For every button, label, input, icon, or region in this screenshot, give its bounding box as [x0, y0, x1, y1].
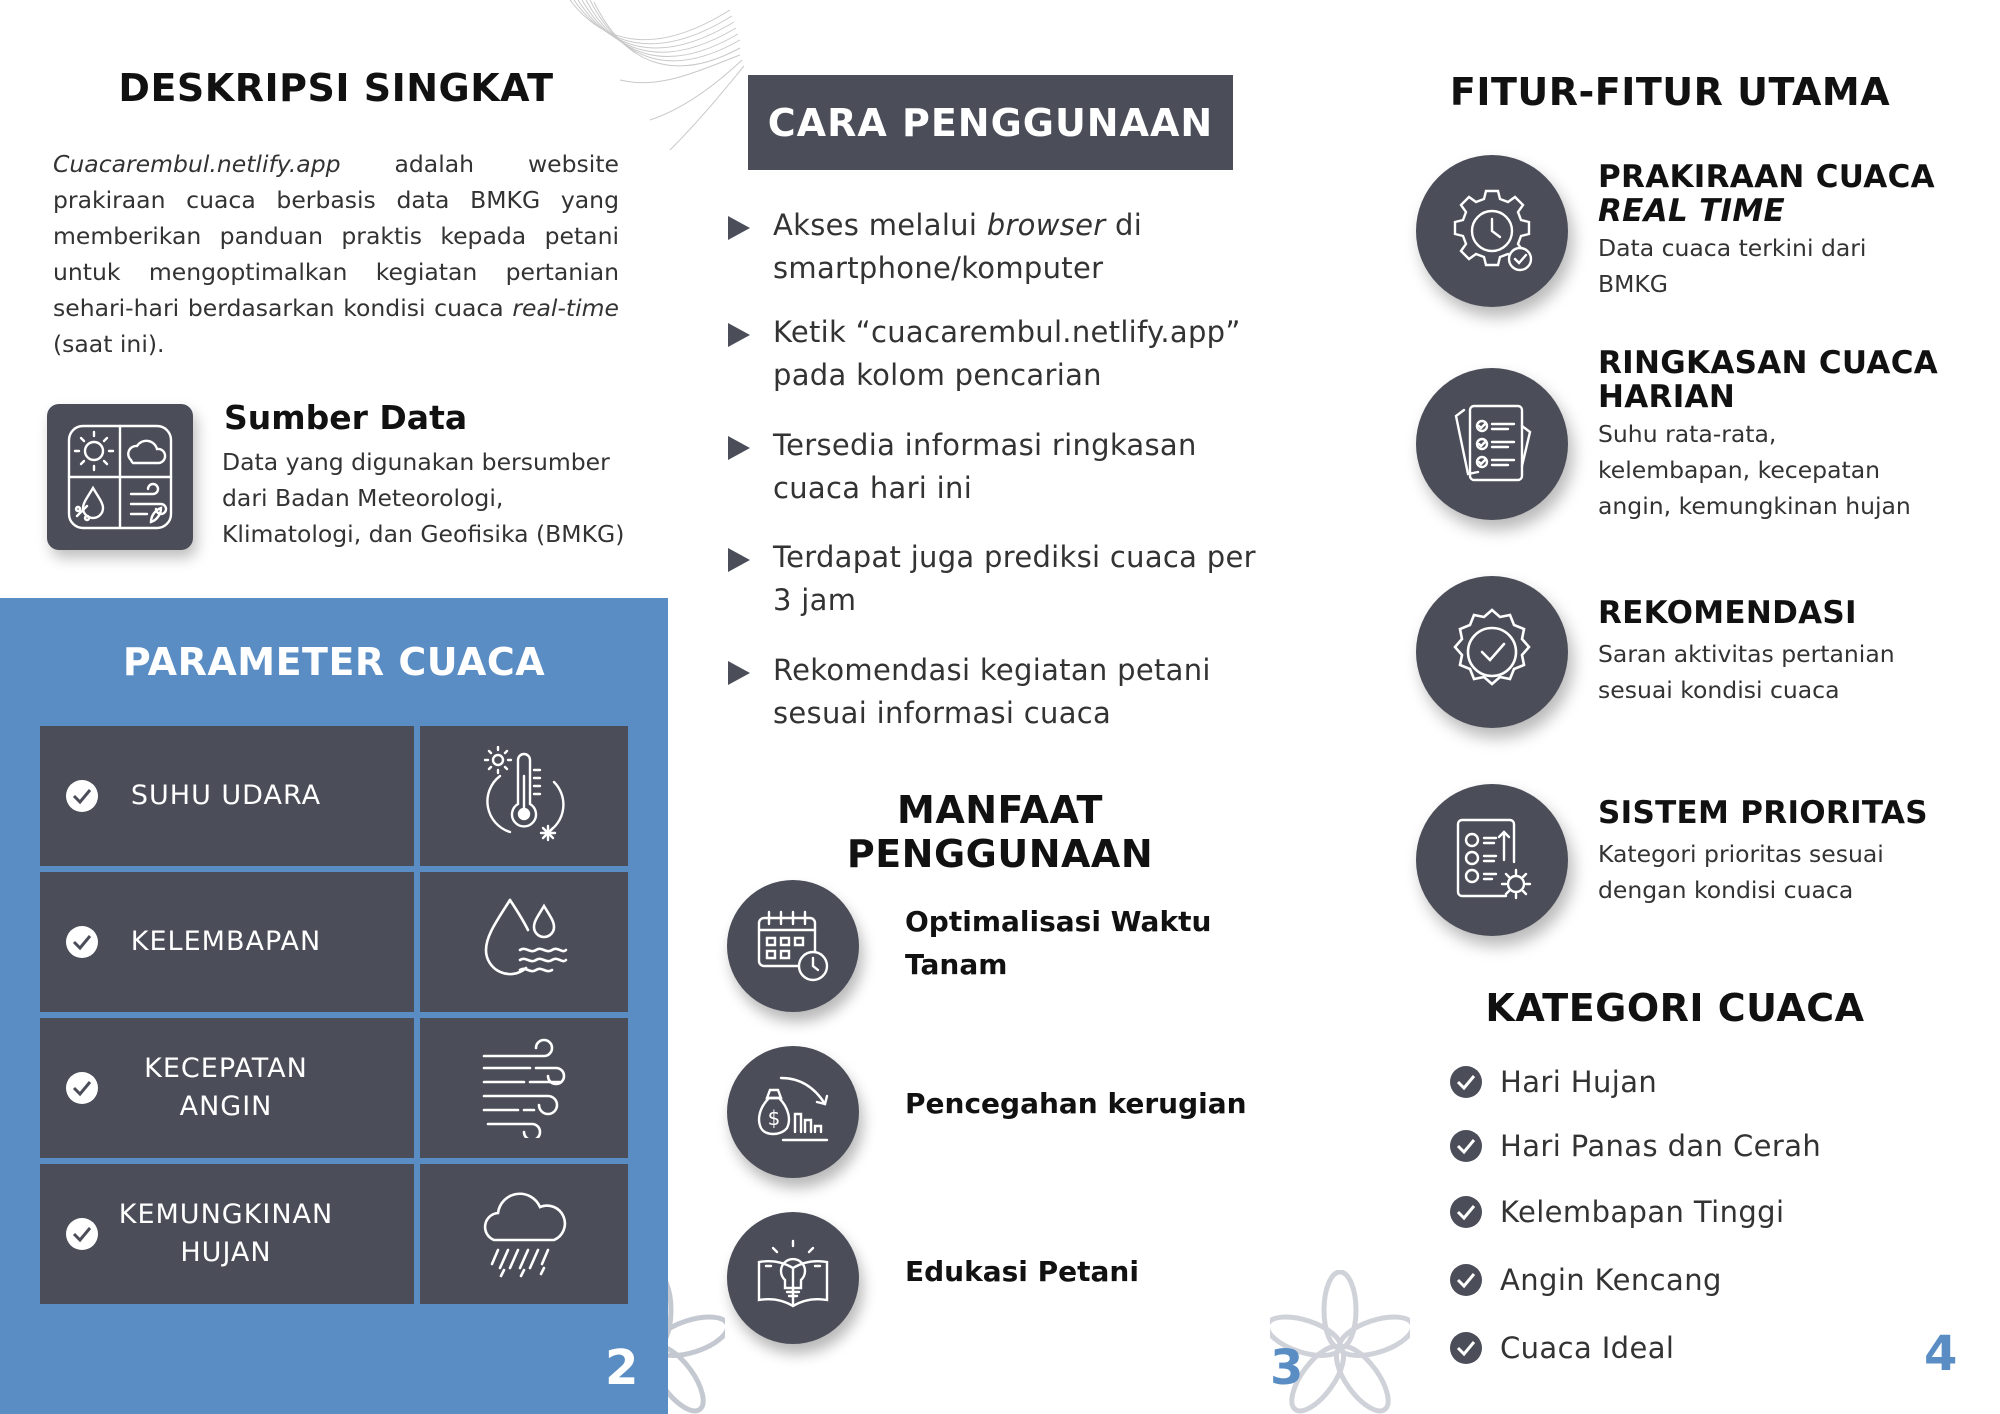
parameter-label: KEMUNGKINAN HUJAN — [118, 1199, 334, 1268]
money-loss-icon — [727, 1046, 859, 1178]
parameter-row — [40, 726, 628, 866]
weather-grid-icon — [47, 404, 193, 550]
page-number: 2 — [605, 1340, 639, 1396]
check-icon — [1450, 1196, 1482, 1228]
site-name: Cuacarembul.netlify.app — [53, 150, 341, 178]
checklist-icon — [1416, 368, 1568, 520]
feature-title: REKOMENDASI — [1598, 595, 1857, 631]
brochure-page: DESKRIPSI SINGKAT Cuacarembul.netlify.app adalah website prakiraan cuaca berbasis data BMKG yang memberikan panduan praktis kepada petani untuk mengoptimalkan kegiatan pertanian sehari-hari berdasarkan kondisi cuaca real-time (saat ini). Sumber Data Data yang digunakan bersumber dari Badan Meteorologi, Klimatologi, dan Geofisika (BMKG) PARAMETER CUACA SUHU UDARA KELEMBAPAN KECEPATAN ANGIN KEMUNGKINAN HUJAN 2 CARA PENGGUNAAN Akses melalui browser di smartphone/komputer Ketik “cuacarembul.netlify.app” pada kolom pencarian Tersedia informasi ringkasan cuaca hari ini Terdapat juga prediksi cuaca per 3 jam Rekomendasi kegiatan petani sesuai informasi cuaca MANFAAT PENGGUNAAN Optimalisasi Waktu Tanam $ Pencegahan kerugian Edukasi Petani 3 FITUR-FITUR UTAMA PRAKIRAAN CUACA REAL TIME Data cuaca terkini dari BMKG RINGKASAN CUACA HARIAN Suhu rata-rata, kelembapan, kecepatan angin, kemungkinan hujan REKOMENDASI Saran aktivitas pertanian sesuai kondisi cuaca SISTEM PRIORITAS Kategori prioritas sesuai dengan kondisi cuaca KATEGORI CUACA Hari Hujan Hari Panas dan Cerah Kelembapan Tinggi Angin Kencang Cuaca Ideal 4 — [0, 0, 2000, 1414]
feature-title: RINGKASAN CUACA HARIAN — [1598, 345, 1939, 415]
gear-clock-icon — [1416, 155, 1568, 307]
sumber-text: Data yang digunakan bersumber dari Badan Meteorologi, Klimatologi, dan Geofisika (BMKG) — [222, 448, 625, 548]
kategori-title: KATEGORI CUACA — [1485, 986, 1865, 1030]
humidity-drops-icon — [474, 892, 574, 992]
triangle-bullet-icon — [728, 216, 750, 240]
deskripsi-title: DESKRIPSI SINGKAT — [118, 66, 554, 110]
svg-text:$: $ — [767, 1106, 781, 1130]
check-icon — [66, 780, 98, 812]
benefit-label: Pencegahan kerugian — [905, 1087, 1247, 1120]
check-icon — [66, 1072, 98, 1104]
parameter-label: KELEMBAPAN — [130, 926, 322, 957]
check-icon — [1450, 1332, 1482, 1364]
feature-title: SISTEM PRIORITAS — [1598, 795, 1928, 831]
book-lightbulb-icon — [727, 1212, 859, 1344]
parameter-label: KECEPATAN ANGIN — [144, 1053, 308, 1122]
badge-check-icon — [1416, 576, 1568, 728]
feature-text: Suhu rata-rata, kelembapan, kecepatan angin, kemungkinan hujan — [1598, 420, 1911, 520]
parameter-title: PARAMETER CUACA — [122, 640, 546, 684]
parameter-row — [40, 1164, 628, 1304]
feature-text: Kategori prioritas sesuai dengan kondisi cuaca — [1598, 840, 1884, 904]
page-number: 4 — [1924, 1326, 1958, 1382]
triangle-bullet-icon — [728, 323, 750, 347]
feature-title: PRAKIRAAN CUACA REAL TIME — [1598, 159, 1935, 229]
feature-text: Saran aktivitas pertanian sesuai kondisi cuaca — [1598, 640, 1895, 704]
parameter-row — [40, 872, 628, 1012]
check-icon — [1450, 1264, 1482, 1296]
parameter-row — [40, 1018, 628, 1158]
page-number: 3 — [1270, 1340, 1304, 1396]
triangle-bullet-icon — [728, 436, 750, 460]
cara-title: CARA PENGGUNAAN — [767, 100, 1214, 145]
wind-icon — [474, 1038, 574, 1138]
calendar-clock-icon — [727, 880, 859, 1012]
deskripsi-text: Cuacarembul.netlify.app adalah website prakiraan cuaca berbasis data BMKG yang memberikan panduan praktis kepada petani untuk mengoptimalkan kegiatan pertanian sehari-hari berdasarkan kondisi cuaca real-time (saat ini). — [53, 150, 619, 358]
triangle-bullet-icon — [728, 548, 750, 572]
thermometer-icon — [474, 746, 574, 846]
check-icon — [1450, 1066, 1482, 1098]
rain-cloud-icon — [474, 1184, 574, 1284]
check-icon — [1450, 1130, 1482, 1162]
check-icon — [66, 1218, 98, 1250]
manfaat-title: MANFAAT PENGGUNAAN — [846, 788, 1154, 876]
priority-list-icon — [1416, 784, 1568, 936]
benefit-label: Edukasi Petani — [905, 1255, 1139, 1288]
feature-text: Data cuaca terkini dari BMKG — [1598, 234, 1867, 298]
benefit-label: Optimalisasi Waktu Tanam — [905, 905, 1212, 981]
triangle-bullet-icon — [728, 661, 750, 685]
parameter-label: SUHU UDARA — [130, 780, 322, 811]
sumber-title: Sumber Data — [224, 398, 468, 437]
fitur-title: FITUR-FITUR UTAMA — [1449, 70, 1891, 114]
check-icon — [66, 926, 98, 958]
